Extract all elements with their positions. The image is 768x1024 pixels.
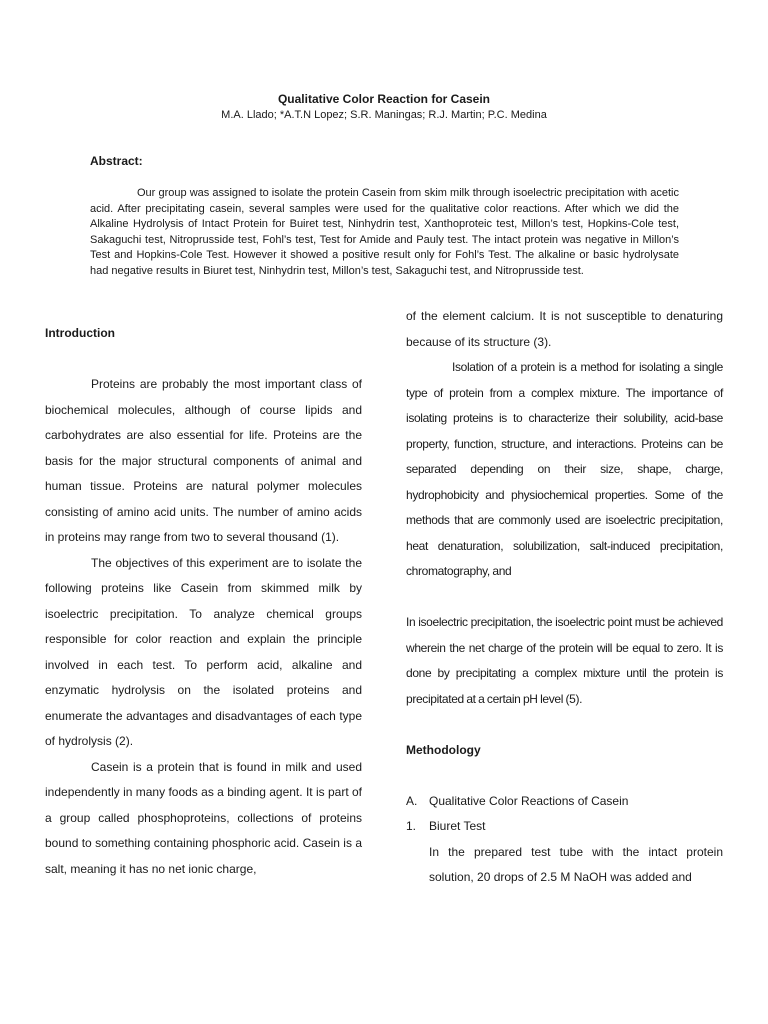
right-column [406,304,723,891]
spacer [406,763,723,789]
introduction-paragraph-4: Isolation of a protein is a method for isolating a single type of protein from a complex mixture. The importance of isolating proteins is to characterize their solubility, acid-base property, function, structure, and interactions. Proteins can be separated depending on their size, shape, charge, hydrophobicity and physiochemical properties. Some of the methods that are commonly used are isoelectric precipitation, heat denaturation, solubilization, salt-induced precipitation, chromatography, and [406,360,723,578]
introduction-paragraph-2: The objectives of this experiment are to isolate the following proteins like Casein from skimmed milk by isoelectric precipitation. To analyze chemical groups responsible for color reaction and explain the principle involved in each test. To perform acid, alkaline and enzymatic hydrolysis on the isolated proteins and enumerate the advantages and disadvantages of each type of hydrolysis (2). [45,555,362,748]
spacer [406,585,723,611]
item-marker: 1. [406,819,417,833]
abstract-body [90,186,679,280]
section-title: Qualitative Color Reactions of Casein [429,793,629,808]
abstract-text: Our group was assigned to isolate the protein Casein from skim milk through isoelectric precipitation with acetic acid. After precipitating casein, several samples were used for the qualitative color reactions. After which we did the Alkaline Hydrolysis of Intact Protein for Buiret test, Ninhydrin test, Xanthoproteic test, Millon’s test, Hopkins-Cole test, Sakaguchi test, Nitroprusside test, Fohl’s test, Test for Amide and Pauly test. The intact protein was negative in Millon’s Test and Hopkins-Cole Test. However it showed a positive result only for Fohl’s Test. The alkaline or basic hydrolysate had negative results in Biuret test, Ninhydrin test, Millon’s test, Sakaguchi test, and Nitroprusside test. [90,187,679,277]
methodology-section-a [406,789,723,815]
paper-authors: M.A. Llado; *A.T.N Lopez; S.R. Maningas; R.J. Martin; P.C. Medina [221,109,547,121]
methodology-heading: Methodology [406,742,481,757]
introduction-paragraph-3-continued: of the element calcium. It is not susceptible to denaturing because of its structure (3). [406,309,723,349]
introduction-paragraph-1: Proteins are probably the most important class of biochemical molecules, although of course lipids and carbohydrates are also essential for life. Proteins are the basis for the major structural components of animal and human tissue. Proteins are natural polymer molecules consisting of amino acid units. The number of amino acids in proteins may range from two to several thousand (1). [45,377,362,544]
biuret-test-text: In the prepared test tube with the intact protein solution, 20 drops of 2.5 M NaOH was added and [429,844,723,884]
introduction-heading: Introduction [45,326,115,340]
paper-title: Qualitative Color Reaction for Casein [277,92,491,106]
section-marker: A. [406,793,418,808]
introduction-paragraph-3: Casein is a protein that is found in milk and used independently in many foods as a binding agent. It is part of a group called phosphoproteins, collections of proteins bound to something containing phosphoric acid. Casein is a salt, meaning it has no net ionic charge, [45,759,362,876]
spacer [45,347,362,373]
methodology-item-1 [406,814,723,840]
spacer [406,712,723,738]
left-column [45,321,362,882]
abstract-heading: Abstract: [90,154,143,168]
introduction-paragraph-5: In isoelectric precipitation, the isoelectric point must be achieved wherein the net charge of the protein will be equal to zero. It is done by precipitating a complex mixture until the protein is precipitated at a certain pH level (5). [406,615,723,706]
item-title: Biuret Test [429,819,486,833]
